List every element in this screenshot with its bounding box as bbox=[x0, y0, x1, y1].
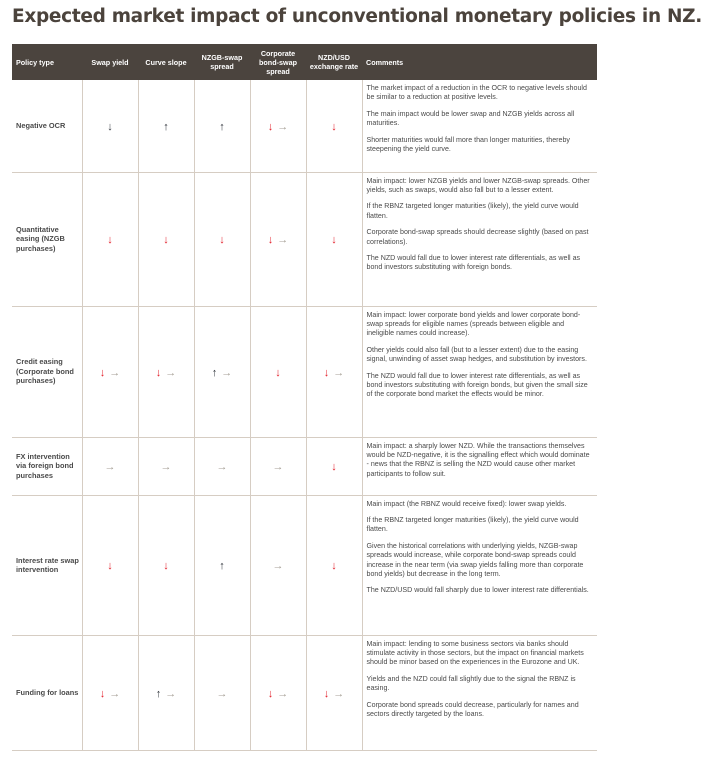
impact-arrows bbox=[273, 462, 284, 473]
comment-paragraph: Given the historical correlations with underlying yields, NZGB-swap spreads would increase, while corporate bond-swap spreads could increase in the near term (via swap yields falling more than corporate bond yields) but decrease in the long term. bbox=[366, 541, 584, 578]
arrow-down-icon: ↓ bbox=[107, 234, 113, 246]
arrow-right-icon: → bbox=[109, 366, 121, 379]
arrow-up-icon: ↑ bbox=[219, 560, 225, 572]
impact-arrows bbox=[100, 368, 121, 379]
impact-arrows bbox=[156, 689, 177, 700]
arrow-down-icon: ↓ bbox=[323, 687, 330, 700]
comment-paragraph: The NZD/USD would fall sharply due to lower interest rate differentials. bbox=[366, 586, 589, 595]
arrow-right-icon: → bbox=[165, 366, 177, 379]
impact-arrows bbox=[268, 235, 289, 246]
header-row bbox=[12, 44, 597, 80]
arrow-right-icon: → bbox=[165, 687, 177, 700]
impact-arrows bbox=[161, 462, 172, 473]
arrow-down-icon: ↓ bbox=[331, 120, 337, 133]
policy-type-cell: Negative OCR bbox=[12, 80, 82, 172]
comment-paragraph: Yields and the NZD could fall slightly due to the signal the RBNZ is easing. bbox=[366, 674, 576, 693]
impact-cell bbox=[138, 495, 194, 635]
impact-cell bbox=[138, 80, 194, 172]
comment-paragraph: The market impact of a reduction in the OCR to negative levels should be similar to a reduction at positive levels. bbox=[366, 84, 587, 102]
impact-arrows bbox=[156, 368, 177, 379]
comment-paragraph: If the RBNZ targeted longer maturities (likely), the yield curve would flatten. bbox=[366, 202, 579, 220]
table-row bbox=[12, 437, 597, 495]
arrow-down-icon: ↓ bbox=[267, 687, 274, 700]
arrow-right-icon: → bbox=[333, 366, 345, 379]
arrow-right-icon: → bbox=[333, 687, 345, 700]
arrow-right-icon: → bbox=[160, 461, 172, 473]
comment-paragraph: Main impact: lower corporate bond yields and lower corporate bond-swap spreads for eligible names (spreads between eligible and ineligible names could increase). bbox=[366, 310, 581, 338]
header-comments: Comments bbox=[362, 44, 597, 80]
policy-type-cell: FX intervention via foreign bond purchases bbox=[12, 437, 82, 495]
arrow-down-icon: ↓ bbox=[163, 560, 169, 572]
header-curve-slope: Curve slope bbox=[138, 44, 194, 80]
header-swap-yield: Swap yield bbox=[82, 44, 138, 80]
impact-arrows bbox=[100, 689, 121, 700]
impact-cell bbox=[194, 80, 250, 172]
table-row bbox=[12, 80, 597, 172]
comments-cell bbox=[362, 635, 597, 750]
impact-arrows bbox=[105, 462, 116, 473]
arrow-right-icon: → bbox=[221, 366, 233, 379]
impact-cell bbox=[194, 635, 250, 750]
comments-cell bbox=[362, 172, 597, 306]
impact-arrows bbox=[219, 561, 225, 572]
impact-cell bbox=[250, 437, 306, 495]
comments-cell bbox=[362, 495, 597, 635]
arrow-down-icon: ↓ bbox=[219, 234, 225, 246]
impact-cell bbox=[250, 80, 306, 172]
arrow-right-icon: → bbox=[272, 560, 284, 572]
arrow-right-icon: → bbox=[277, 234, 289, 246]
impact-arrows bbox=[217, 462, 228, 473]
impact-cell bbox=[82, 306, 138, 437]
impact-arrows bbox=[331, 235, 337, 246]
impact-cell bbox=[306, 80, 362, 172]
comment-paragraph: Other yields could also fall (but to a lesser extent) due to the easing signal, unwinding of asset swap hedges, and substitution by investors. bbox=[366, 345, 587, 364]
arrow-down-icon: ↓ bbox=[267, 120, 274, 133]
header-corporate-bond-swap-spread: Corporate bond-swap spread bbox=[250, 44, 306, 80]
comments-cell bbox=[362, 306, 597, 437]
impact-cell bbox=[82, 172, 138, 306]
comment-paragraph: Main impact: lending to some business sectors via banks should stimulate activity in those sectors, but the impact on financial markets should be minor based on the experiences in the Eurozone and UK. bbox=[366, 639, 584, 667]
comment-paragraph: Main impact: a sharply lower NZD. While the transactions themselves would be NZD-negative, it is the signalling effect which would dominate - news that the RBNZ is selling the NZD would cause other market participants to follow suit. bbox=[366, 441, 590, 478]
arrow-right-icon: → bbox=[216, 687, 228, 700]
arrow-down-icon: ↓ bbox=[275, 366, 281, 379]
impact-cell bbox=[306, 306, 362, 437]
impact-arrows bbox=[163, 235, 169, 246]
arrow-down-icon: ↓ bbox=[267, 234, 274, 246]
arrow-down-icon: ↓ bbox=[107, 120, 113, 133]
impact-arrows bbox=[331, 561, 337, 572]
impact-cell bbox=[194, 306, 250, 437]
impact-arrows bbox=[324, 689, 345, 700]
impact-arrows bbox=[107, 122, 113, 133]
comment-paragraph: If the RBNZ targeted longer maturities (likely), the yield curve would flatten. bbox=[366, 515, 579, 534]
impact-cell bbox=[306, 172, 362, 306]
comment-paragraph: Corporate bond-swap spreads should decrease slightly (based on past correlations). bbox=[366, 228, 589, 246]
impact-arrows bbox=[212, 368, 233, 379]
impact-cell bbox=[250, 172, 306, 306]
impact-cell bbox=[138, 635, 194, 750]
impact-arrows bbox=[219, 235, 225, 246]
impact-arrows bbox=[331, 122, 337, 133]
impact-cell bbox=[306, 437, 362, 495]
page-title: Expected market impact of unconventional monetary policies in NZ. bbox=[12, 6, 702, 27]
header-nzgb-swap-spread: NZGB-swap spread bbox=[194, 44, 250, 80]
arrow-right-icon: → bbox=[216, 461, 228, 473]
impact-arrows bbox=[324, 368, 345, 379]
header-nzd-usd-exchange-rate: NZD/USD exchange rate bbox=[306, 44, 362, 80]
table-row bbox=[12, 635, 597, 750]
impact-arrows bbox=[163, 122, 169, 133]
table-row bbox=[12, 495, 597, 635]
impact-arrows bbox=[268, 122, 289, 133]
impact-cell bbox=[306, 635, 362, 750]
comment-paragraph: Main impact: lower NZGB yields and lower NZGB-swap spreads. Other yields, such as swaps, would also fall but to a lesser extent. bbox=[366, 176, 590, 194]
table-row bbox=[12, 306, 597, 437]
impact-cell bbox=[250, 306, 306, 437]
impact-cell bbox=[194, 437, 250, 495]
comments-cell bbox=[362, 437, 597, 495]
header-policy-type: Policy type bbox=[12, 44, 82, 80]
impact-arrows bbox=[275, 368, 281, 379]
arrow-down-icon: ↓ bbox=[323, 366, 330, 379]
comment-paragraph: Shorter maturities would fall more than longer maturities, thereby steepening the yield curve. bbox=[366, 135, 570, 154]
arrow-down-icon: ↓ bbox=[99, 687, 106, 700]
policy-impact-table bbox=[12, 44, 597, 751]
impact-cell bbox=[250, 495, 306, 635]
arrow-down-icon: ↓ bbox=[99, 366, 106, 379]
impact-arrows bbox=[273, 561, 284, 572]
impact-arrows bbox=[219, 122, 225, 133]
arrow-down-icon: ↓ bbox=[331, 461, 337, 473]
policy-type-cell: Funding for loans bbox=[12, 635, 82, 750]
arrow-right-icon: → bbox=[109, 687, 121, 700]
arrow-down-icon: ↓ bbox=[163, 234, 169, 246]
impact-cell bbox=[82, 80, 138, 172]
arrow-down-icon: ↓ bbox=[107, 560, 113, 572]
impact-cell bbox=[194, 495, 250, 635]
arrow-up-icon: ↑ bbox=[155, 687, 162, 700]
comments-cell bbox=[362, 80, 597, 172]
impact-cell bbox=[138, 172, 194, 306]
impact-cell bbox=[138, 306, 194, 437]
impact-cell bbox=[250, 635, 306, 750]
arrow-down-icon: ↓ bbox=[331, 560, 337, 572]
table-row bbox=[12, 172, 597, 306]
impact-arrows bbox=[163, 561, 169, 572]
impact-arrows bbox=[268, 689, 289, 700]
arrow-up-icon: ↑ bbox=[219, 120, 225, 133]
comment-paragraph: The NZD would fall due to lower interest rate differentials, as well as bond investors substituting with foreign bonds, but given the small size of the corporate bond market the effects would be minor. bbox=[366, 371, 588, 399]
impact-arrows bbox=[107, 561, 113, 572]
impact-cell bbox=[138, 437, 194, 495]
policy-type-cell: Interest rate swap intervention bbox=[12, 495, 82, 635]
arrow-down-icon: ↓ bbox=[155, 366, 162, 379]
comment-paragraph: The NZD would fall due to lower interest rate differentials, as well as bond investors substituting with foreign bonds. bbox=[366, 253, 581, 272]
arrow-right-icon: → bbox=[277, 687, 289, 700]
comment-paragraph: The main impact would be lower swap and NZGB yields across all maturities. bbox=[366, 109, 575, 128]
impact-arrows bbox=[107, 235, 113, 246]
arrow-up-icon: ↑ bbox=[163, 120, 169, 133]
impact-arrows bbox=[217, 689, 228, 700]
impact-cell bbox=[194, 172, 250, 306]
impact-cell bbox=[82, 635, 138, 750]
comment-paragraph: Corporate bond spreads could decrease, particularly for names and sectors directly targeted by the loans. bbox=[366, 700, 579, 718]
comment-paragraph: Main impact (the RBNZ would receive fixed): lower swap yields. bbox=[366, 499, 567, 508]
impact-cell bbox=[82, 495, 138, 635]
policy-type-cell: Quantitative easing (NZGB purchases) bbox=[12, 172, 82, 306]
impact-cell bbox=[82, 437, 138, 495]
arrow-right-icon: → bbox=[272, 461, 284, 473]
impact-arrows bbox=[331, 462, 337, 473]
impact-cell bbox=[306, 495, 362, 635]
arrow-up-icon: ↑ bbox=[211, 366, 218, 379]
arrow-right-icon: → bbox=[277, 120, 289, 133]
arrow-down-icon: ↓ bbox=[331, 234, 337, 246]
arrow-right-icon: → bbox=[104, 461, 116, 473]
policy-type-cell: Credit easing (Corporate bond purchases) bbox=[12, 306, 82, 437]
